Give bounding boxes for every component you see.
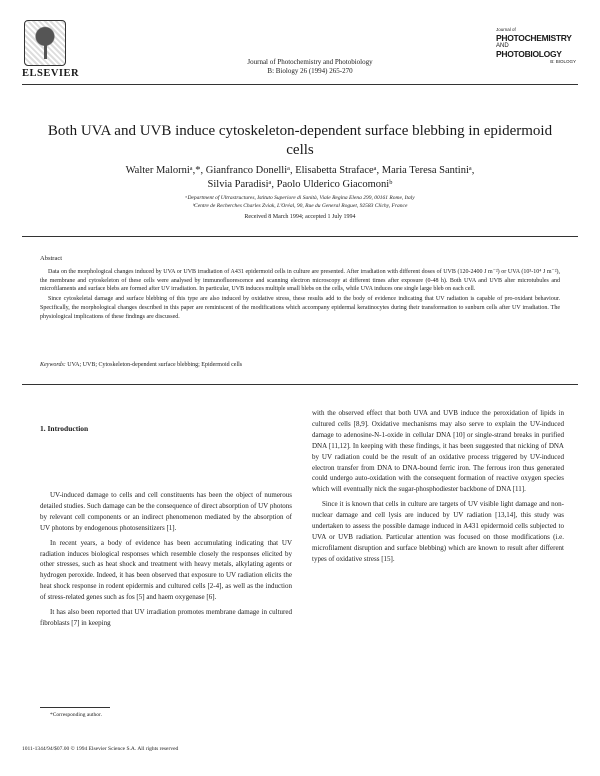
journal-logo-prefix: Journal of <box>496 27 516 32</box>
header-rule <box>22 84 578 85</box>
left-column <box>40 490 292 633</box>
abstract-heading: Abstract <box>40 255 63 262</box>
body-paragraph: In recent years, a body of evidence has been accumulating indicating that UV radiation induces biological responses which resemble closely the responses elicited by other stresses, such as heat shock and treatment with heavy metals, alkylating agents or hydrogen peroxide. Indeed, it has been observed that exposure to UV radiation elicits the heat shock response in rodent epidermis and cultured cells [2-4], as well as the induction of stress-related genes such as fos [5] and haem oxygenase [6]. <box>40 538 292 602</box>
body-paragraph: It has also been reported that UV irradiation promotes membrane damage in cultured fibroblasts [7] in keeping <box>40 608 292 627</box>
affiliation-b: ᵇCentre de Recherches Charles Zviak, L'Oréal, 90, Rue du General Roguet, 92583 Clichy, France <box>192 203 408 209</box>
abstract-top-rule <box>22 236 578 237</box>
footnote: *Corresponding author. <box>50 712 102 718</box>
journal-logo-line2: AND <box>496 43 509 49</box>
keywords <box>40 362 560 368</box>
section-heading-introduction: 1. Introduction <box>40 424 89 433</box>
journal-volume: B: Biology 26 (1994) 265-270 <box>267 67 353 75</box>
keywords-list: UVA; UVB; Cytoskeleton-dependent surface blebbing; Epidermoid cells <box>67 362 243 368</box>
publisher-name: ELSEVIER <box>22 68 80 79</box>
affiliation-a: ᵃDepartment of Ultrastructures, Istituto Superiore di Sanità, Viale Regina Elena 299, 00161 Rome, Italy <box>185 195 415 201</box>
abstract-paragraph: Since cytoskeletal damage and surface blebbing of this type are also induced by oxidative stress, these results add to the body of evidence indicating that UV radiation is capable of pro-oxidant behaviour. Specifically, the morphological changes described in this paper are reminiscent of the modifications which accompany epidermal keratinocytes during their transformation to sunburn cells after UV irradiation. The physiological implications of these findings are discussed. <box>40 296 560 320</box>
body-paragraph: with the observed effect that both UVA and UVB induce the peroxidation of lipids in cultured cells [8,9]. Oxidative mechanisms may also serve to explain the UV-induced damage to adenosine-N-1-oxide in cellular DNA [10] or single-strand breaks in purified DNA [11,12]. In keeping with these findings, it has been suggested that nicking of DNA by UV radiation could be the result of an oxidative process triggered by UV-induced electron transfer from DNA to DNA-bound ferric iron. The ferrous iron thus generated could undergo auto-oxidation with the consequent formation of reactive oxygen species which will eventually nick the sugar-phosphodiester backbone of DNA [11]. <box>312 409 564 494</box>
abstract-bottom-rule <box>22 384 578 385</box>
journal-logo-line1: PHOTOCHEMISTRY <box>496 33 572 43</box>
received-dates: Received 8 March 1994; accepted 1 July 1994 <box>244 214 356 220</box>
footnote-rule <box>40 707 110 708</box>
body-paragraph: UV-induced damage to cells and cell constituents has been the object of numerous detailed studies. Such damage can be the consequence of direct absorption of UV photons by relevant cell components or an indirect phenomenon mediated by the absorption of UV photons by endogenous photosensitizers [1]. <box>40 491 292 532</box>
authors-line-2: Silvia Paradisiᵃ, Paolo Ulderico Giacomoniᵇ <box>207 179 393 190</box>
body-paragraph: Since it is known that cells in culture are targets of UV visible light damage and non-nuclear damage and cell lysis are induced by UV radiation [13,14], this study was undertaken to assess the possible damage induced in A431 epidermoid cells subjected to UVA or UVB radiation. Particular attention was focused on those modifications (i.e. microfilament disruption and surface blebbing) which are known to result after different types of oxidative stress [15]. <box>312 500 564 563</box>
author-list <box>30 164 570 192</box>
copyright-line: 1011-1344/94/$07.00 © 1994 Elsevier Science S.A. All rights reserved <box>22 746 179 752</box>
right-column <box>312 408 564 569</box>
abstract-body <box>40 268 560 322</box>
authors-line-1: Walter Malorniᵃ,*, Gianfranco Donelliᵃ, Elisabetta Strafaceᵃ, Maria Teresa Santiniᵃ, <box>125 165 475 176</box>
affiliations <box>60 194 540 210</box>
keywords-label: Keywords: <box>40 362 66 368</box>
article-title: Both UVA and UVB induce cytoskeleton-dependent surface blebbing in epidermoid cells <box>47 123 553 158</box>
elsevier-tree-logo-icon <box>24 20 66 66</box>
journal-logo <box>496 26 576 78</box>
abstract-paragraph: Data on the morphological changes induced by UVA or UVB irradiation of A431 epidermoid cells in culture are presented. After irradiation with different doses of UVB (120-2400 J m⁻²) or UVA (10³-10⁴ J m⁻²), the membrane and cytoskeleton of these cells were analysed by immunofluorescence and scanning electron microscopy at different times after exposure (0-48 h). Both UVA and UVB alter microtubules and microfilaments and surface blebs are formed after UV irradiation. In particular, UVB induces multiple small blebs on the cells, while UVA induces one single large bleb on each cell. <box>40 269 560 293</box>
journal-citation <box>210 58 410 76</box>
journal-logo-line3: PHOTOBIOLOGY <box>496 49 562 59</box>
journal-name: Journal of Photochemistry and Photobiology <box>247 58 373 66</box>
journal-logo-line4: B: BIOLOGY <box>550 59 576 64</box>
